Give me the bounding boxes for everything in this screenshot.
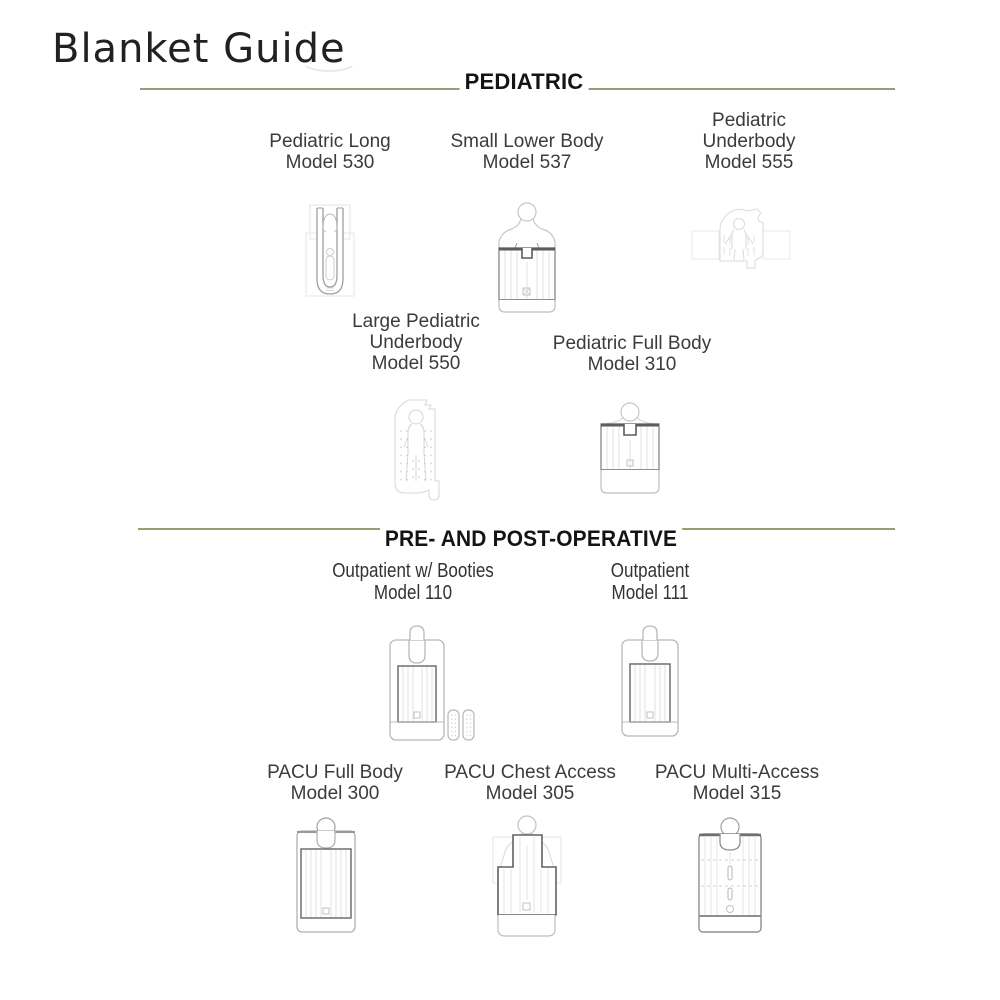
item-name: Outpatient [610, 560, 690, 582]
item-model: Model 315 [692, 783, 782, 804]
outpatient-blanket-with-booties-drawing-icon [386, 624, 482, 744]
item-name: Outpatient w/ Booties [332, 560, 494, 582]
item-label-outpatient [611, 560, 689, 604]
item-name: PACU Chest Access [444, 762, 616, 783]
item-name: Pediatric Underbody [702, 110, 796, 152]
u-shaped-long-blanket-drawing-icon [295, 202, 365, 302]
item-name: PACU Full Body [267, 762, 403, 783]
item-label-pediatric-long [269, 131, 390, 173]
item-name: Large Pediatric Underbody [352, 311, 480, 353]
item-model: Model 530 [285, 152, 375, 173]
item-model: Model 305 [485, 783, 575, 804]
item-model: Model 110 [373, 582, 453, 604]
underbody-table-blanket-drawing-icon [691, 204, 791, 272]
section-header-pre-post-operative: PRE- AND POST-OPERATIVE [380, 526, 682, 552]
item-name: Pediatric Full Body [552, 333, 712, 354]
pacu-multi-access-blanket-drawing-icon [697, 816, 763, 936]
lower-body-blanket-drawing-icon [487, 200, 567, 316]
pacu-chest-access-blanket-drawing-icon [484, 815, 566, 941]
large-underbody-blanket-drawing-icon [378, 397, 453, 503]
title-underline-swoosh [300, 48, 358, 72]
page-title: Blanket Guide [52, 26, 346, 72]
item-name: Pediatric Long [269, 131, 391, 152]
item-label-pacu-chest-access [444, 762, 616, 804]
item-label-pacu-full-body [267, 762, 403, 804]
item-model: Model 111 [611, 582, 689, 604]
item-model: Model 555 [704, 152, 794, 173]
item-model: Model 537 [482, 152, 572, 173]
item-model: Model 550 [371, 353, 461, 374]
item-model: Model 310 [587, 354, 677, 375]
item-label-pediatric-full-body [553, 333, 711, 375]
item-label-small-lower-body [450, 131, 603, 173]
item-model: Model 300 [290, 783, 380, 804]
item-label-pediatric-underbody [684, 110, 814, 173]
item-name: Small Lower Body [450, 131, 604, 152]
section-header-pediatric: PEDIATRIC [460, 69, 589, 95]
full-body-blanket-drawing-icon [593, 402, 668, 497]
item-label-outpatient-booties [332, 560, 494, 604]
outpatient-blanket-drawing-icon [619, 624, 681, 738]
pacu-full-body-blanket-drawing-icon [294, 816, 358, 936]
item-label-large-pediatric-underbody [336, 311, 496, 374]
item-name: PACU Multi-Access [654, 762, 820, 783]
item-label-pacu-multi-access [655, 762, 819, 804]
